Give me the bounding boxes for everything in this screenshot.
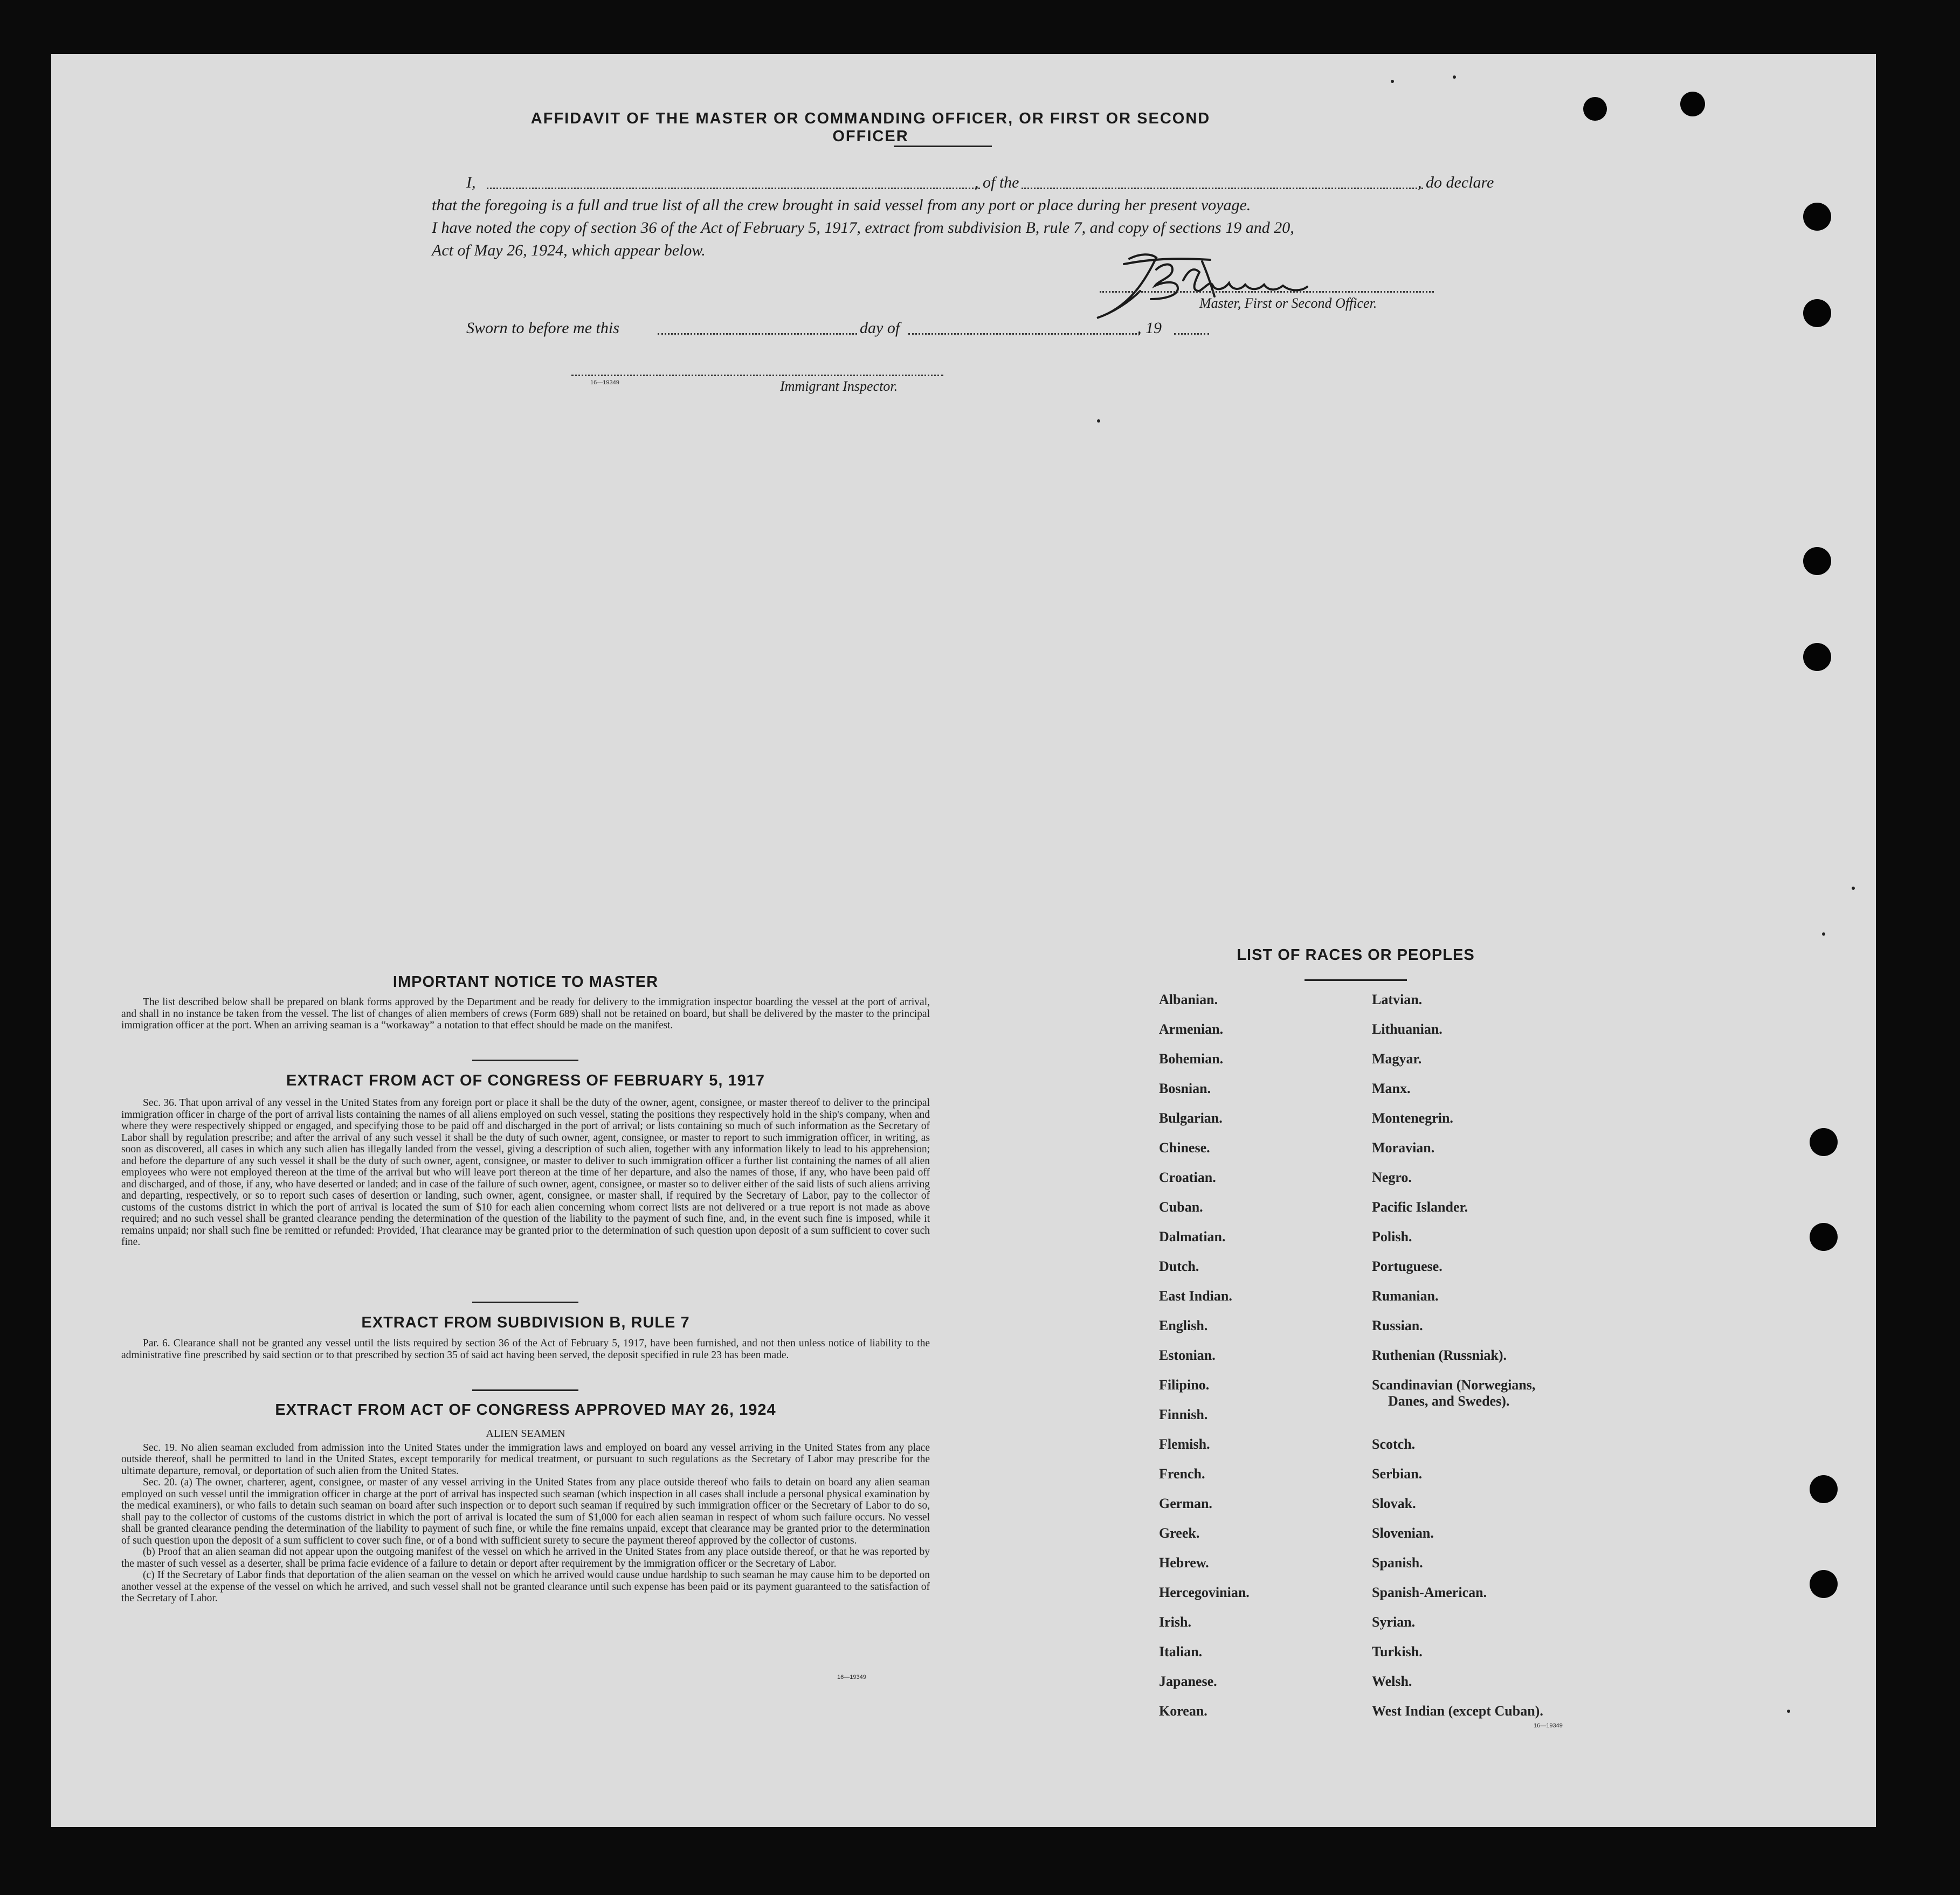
subdivision-b-rule [472, 1389, 578, 1391]
race-item: Flemish. [1159, 1436, 1210, 1452]
sec-20a-paragraph: Sec. 20. (a) The owner, charterer, agent, consignee, or master of any vessel arriving in the United States from any place outside thereof who fails to detain on board any alien seaman employed on such vessel until the immigration officer in charge at the port of arrival has inspected such seaman (which inspection in all cases shall include a personal physical examination by the medical examiners), or who fails to detain such seaman on board after such inspection or to deport such seaman if required by such immigration officer or the Secretary of Labor to do so, shall pay to the collector of customs of the customs district in which the port of arrival is located the sum of $1,000 for each alien seaman in respect of whom such failure occurs. No vessel shall be granted clearance pending the determination of the liability to payment of such fine, or while the fine remains unpaid, except that clearance may be granted prior to the determination of such question upon the deposit of a sum sufficient to cover such fine, or of a bond with sufficient surety to secure the payment thereof approved by the collector of customs. [121, 1477, 930, 1546]
notice-title: IMPORTANT NOTICE TO MASTER [392, 973, 659, 991]
affidavit-form-number: 16—19349 [590, 379, 619, 386]
race-item: Syrian. [1372, 1614, 1416, 1630]
race-item: Lithuanian. [1372, 1021, 1443, 1037]
title-rule [894, 146, 992, 147]
affidavit-i: I, [466, 174, 476, 191]
punch-hole [1803, 643, 1831, 671]
extract-1917-title: EXTRACT FROM ACT OF CONGRESS OF FEBRUARY 5, 1917 [286, 1072, 765, 1089]
vessel-blank [1022, 188, 1423, 189]
race-item: Filipino. [1159, 1377, 1210, 1393]
race-item: Greek. [1159, 1525, 1200, 1541]
inspector-line [571, 375, 943, 376]
punch-hole [1803, 203, 1831, 231]
name-blank [487, 188, 980, 189]
race-item: Finnish. [1159, 1407, 1208, 1422]
scan-speck [1852, 887, 1855, 890]
extract-1917-text [121, 1097, 930, 1248]
race-item: Slovak. [1372, 1496, 1416, 1511]
alien-seamen-subtitle: ALIEN SEAMEN [486, 1428, 565, 1440]
race-item: Montenegrin. [1372, 1110, 1453, 1126]
race-item: Bulgarian. [1159, 1110, 1223, 1126]
extract-form-number: 16—19349 [837, 1674, 866, 1680]
race-item: West Indian (except Cuban). [1372, 1703, 1543, 1719]
race-item: Dutch. [1159, 1258, 1199, 1274]
race-item: East Indian. [1159, 1288, 1232, 1304]
affidavit-line-4: Act of May 26, 1924, which appear below. [432, 241, 706, 259]
signature-line [1100, 291, 1434, 293]
race-item: Magyar. [1372, 1051, 1422, 1067]
race-item: Negro. [1372, 1170, 1412, 1185]
punch-hole [1680, 92, 1705, 116]
race-item: Armenian. [1159, 1021, 1224, 1037]
signature [1092, 248, 1350, 329]
extract-1924-title: EXTRACT FROM ACT OF CONGRESS APPROVED MAY 26, 1924 [275, 1401, 776, 1419]
race-item: Welsh. [1372, 1673, 1412, 1689]
race-item: Spanish-American. [1372, 1585, 1487, 1600]
race-item: Korean. [1159, 1703, 1207, 1719]
signature-caption: Master, First or Second Officer. [1199, 295, 1377, 311]
punch-hole [1810, 1570, 1838, 1598]
race-item: French. [1159, 1466, 1205, 1482]
race-item: Polish. [1372, 1229, 1412, 1244]
sworn-month-blank [908, 333, 1140, 335]
affidavit-do-declare: , do declare [1418, 174, 1494, 191]
punch-hole [1583, 97, 1607, 121]
punch-hole [1810, 1128, 1838, 1156]
race-item: Scotch. [1372, 1436, 1416, 1452]
sec-19-paragraph: Sec. 19. No alien seaman excluded from admission into the United States under the immigration laws and employed on board any vessel arriving in the United States from any place outside thereof, shall be permitted to land in the United States, except temporarily for medical treatment, or pursuant to such regulations as the Secretary of Labor may prescribe for the ultimate departure, removal, or deportation of such alien from the United States. [121, 1442, 930, 1477]
race-item: Pacific Islander. [1372, 1199, 1468, 1215]
subdivision-b-text [121, 1338, 930, 1361]
subdivision-b-title: EXTRACT FROM SUBDIVISION B, RULE 7 [361, 1314, 690, 1331]
par-6-paragraph: Par. 6. Clearance shall not be granted any vessel until the lists required by section 36 of the Act of February 5, 1917, have been furnished, and not then unless notice of liability to the administrative fine prescribed by said section or to that prescribed by section 35 of said act having been served, the deposit specified in rule 23 has been made. [121, 1338, 930, 1361]
scan-speck [1453, 75, 1456, 79]
race-item: English. [1159, 1318, 1208, 1333]
race-item: Cuban. [1159, 1199, 1203, 1215]
race-item: Serbian. [1372, 1466, 1423, 1482]
race-item: Rumanian. [1372, 1288, 1439, 1304]
race-item: Slovenian. [1372, 1525, 1434, 1541]
race-item: Estonian. [1159, 1347, 1216, 1363]
race-item: Russian. [1372, 1318, 1423, 1333]
race-item: Japanese. [1159, 1673, 1217, 1689]
races-form-number: 16—19349 [1534, 1723, 1563, 1729]
race-item: Turkish. [1372, 1644, 1423, 1659]
races-rule [1305, 979, 1407, 981]
scan-speck [1097, 419, 1100, 423]
notice-paragraph: The list described below shall be prepared on blank forms approved by the Department and be ready for delivery to the immigration inspector boarding the vessel at the port of arrival, and shall in no instance be taken from the vessel. The list of changes of alien members of crews (Form 689) shall not be retained on board, but shall be delivered by the master to the principal immigration officer at the port. When an arriving seaman is a “workaway” a notation to that effect should be made on the manifest. [121, 997, 930, 1031]
sworn-year: , 19 [1137, 319, 1162, 337]
race-item: Chinese. [1159, 1140, 1210, 1156]
scan-speck [1787, 1710, 1790, 1713]
sworn-day-of: day of [860, 319, 900, 337]
race-item: Croatian. [1159, 1170, 1216, 1185]
race-item: Irish. [1159, 1614, 1191, 1630]
punch-hole [1810, 1223, 1838, 1251]
inspector-caption: Immigrant Inspector. [780, 378, 898, 394]
scan-speck [1822, 932, 1825, 936]
race-item: Danes, and Swedes). [1388, 1393, 1510, 1409]
extract-1917-rule [472, 1302, 578, 1303]
sec-20b-paragraph: (b) Proof that an alien seaman did not appear upon the outgoing manifest of the vessel on which he arrived in the United States from any place outside thereof, or that he was reported by the master of such vessel as a deserter, shall be prima facie evidence of a failure to detain or deport after requirement by the immigration officer or the Secretary of Labor. [121, 1546, 930, 1569]
sec-20c-paragraph: (c) If the Secretary of Labor finds that deportation of the alien seaman on the vessel on which he arrived would cause undue hardship to such seaman he may cause him to be deported on another vessel at the expense of the vessel on which he arrived, and such vessel shall not be granted clearance until such expense has been paid or its payment guaranteed to the satisfaction of the Secretary of Labor. [121, 1569, 930, 1604]
race-item: Spanish. [1372, 1555, 1423, 1571]
sworn-prefix: Sworn to before me this [466, 319, 619, 337]
race-item: German. [1159, 1496, 1212, 1511]
sworn-day-blank [658, 333, 857, 335]
affidavit-line-2: that the foregoing is a full and true list of all the crew brought in said vessel from any port or place during her present voyage. [432, 196, 1251, 214]
race-item: Italian. [1159, 1644, 1203, 1659]
scan-speck [1391, 80, 1394, 83]
races-title: LIST OF RACES OR PEOPLES [1237, 946, 1475, 964]
race-item: Portuguese. [1372, 1258, 1443, 1274]
extract-1924-text [121, 1426, 930, 1604]
affidavit-title: AFFIDAVIT OF THE MASTER OR COMMANDING OFFICER, OR FIRST OR SECOND OFFICER [530, 110, 1211, 145]
sworn-year-blank [1174, 333, 1209, 335]
race-item: Scandinavian (Norwegians, [1372, 1377, 1536, 1393]
document-page [51, 54, 1876, 1827]
race-item: Moravian. [1372, 1140, 1435, 1156]
race-item: Manx. [1372, 1081, 1411, 1096]
race-item: Hercegovinian. [1159, 1585, 1250, 1600]
punch-hole [1803, 547, 1831, 575]
race-item: Dalmatian. [1159, 1229, 1226, 1244]
race-item: Ruthenian (Russniak). [1372, 1347, 1507, 1363]
affidavit-line-3: I have noted the copy of section 36 of the Act of February 5, 1917, extract from subdivision B, rule 7, and copy of sections 19 and 20, [432, 219, 1294, 237]
affidavit-of-the: , of the [975, 174, 1019, 191]
notice-text [121, 997, 930, 1032]
race-item: Hebrew. [1159, 1555, 1209, 1571]
race-item: Latvian. [1372, 992, 1423, 1007]
race-item: Bosnian. [1159, 1081, 1211, 1096]
race-item: Albanian. [1159, 992, 1218, 1007]
notice-rule [472, 1060, 578, 1061]
punch-hole [1810, 1475, 1838, 1503]
race-item: Bohemian. [1159, 1051, 1224, 1067]
punch-hole [1803, 299, 1831, 327]
section-36-paragraph: Sec. 36. That upon arrival of any vessel in the United States from any foreign port or place it shall be the duty of the owner, agent, consignee, or master thereof to deliver to the principal immigration officer in charge of the port of arrival lists containing the names of all aliens employed on such vessel, stating the positions they respectively hold in the ship's company, when and where they were respectively shipped or engaged, and specifying those to be paid off and discharged in the port of arrival; or lists containing so much of such information as the Secretary of Labor shall by regulation prescribe; and after the arrival of any such vessel it shall be the duty of such owner, agent, consignee, or master to report to such immigration officer, in writing, as soon as discovered, all cases in which any such alien has illegally landed from the vessel, giving a description of such alien, together with any information likely to lead to his apprehension; and before the departure of any such vessel it shall be the duty of such owner, agent, consignee, or master to deliver to such immigration officer a further list containing the names of all alien employees who were not employed thereon at the time of the arrival but who will leave port thereon at the time of her departure, and also the names of those, if any, who have been paid off and discharged, and of those, if any, who have deserted or landed; and in case of the failure of such owner, agent, consignee, or master so to deliver either of the said lists of such aliens arriving and departing, respectively, or so to report such cases of desertion or landing, such owner, agent, consignee, or master shall, if required by the Secretary of Labor, pay to the collector of customs of the customs district in which the port of arrival is located the sum of $10 for each alien concerning whom correct lists are not delivered or a true report is not made as above required; and no such vessel shall be granted clearance pending the determination of the question of the liability to the payment of such fine, and, in the event such fine is imposed, while it remains unpaid; nor shall such fine be remitted or refunded: Provided, That clearance may be granted prior to the determination of such question upon deposit of a sum sufficient to cover such fine. [121, 1097, 930, 1248]
